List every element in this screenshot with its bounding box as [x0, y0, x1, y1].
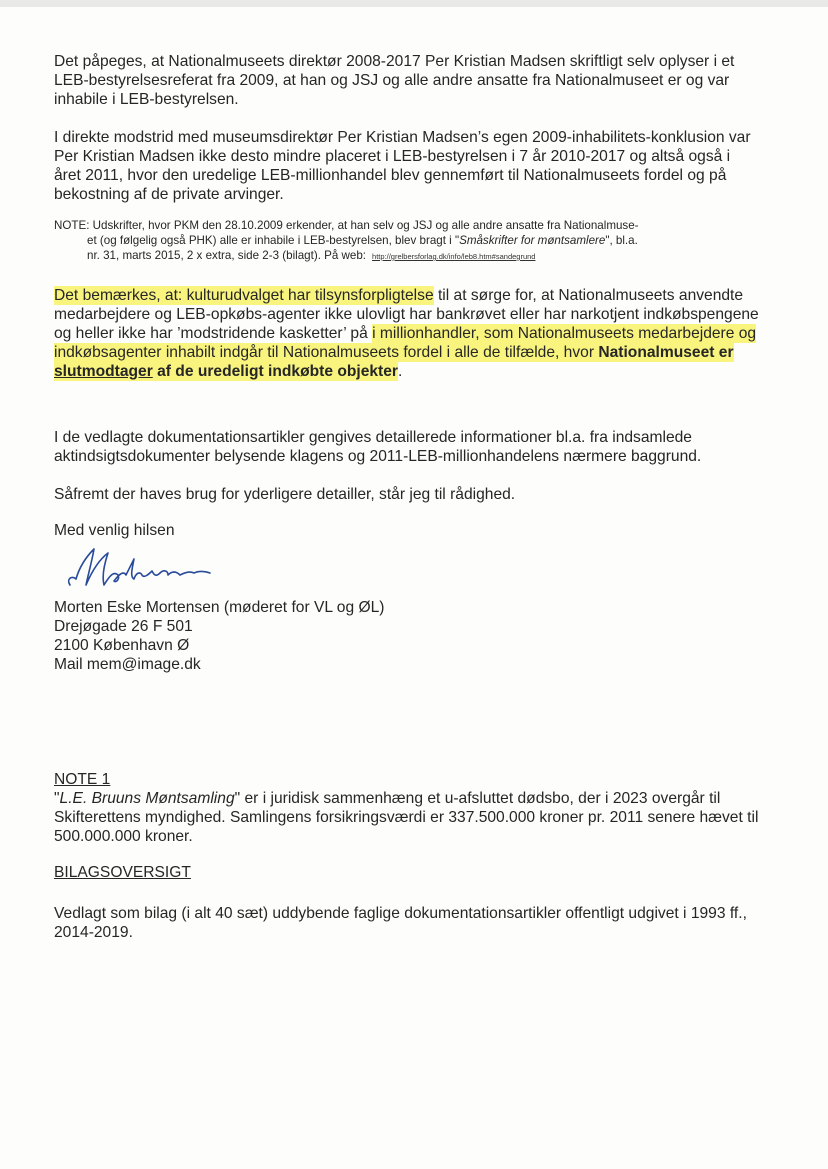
note-block: [54, 218, 766, 264]
closing-greeting: Med venlig hilsen: [54, 522, 175, 539]
note-line-3: [54, 248, 766, 264]
paragraph-raadighed: Såfremt der haves brug for yderligere detailler, står jeg til rådighed.: [54, 486, 516, 503]
note1-text: [54, 789, 766, 846]
note-url-link[interactable]: http://grelbersforlag.dk/info/leb8.htm#sandegrund: [372, 252, 536, 261]
signature: [64, 545, 214, 593]
paragraph-kulturudvalget-text: til at sørge for, at Nationalmuseets anvendte medarbejdere og LEB-opkøbs-agenter ikke ulovligt har bankrøvet eller har narkotjent indkøbspengene og heller ikke har ’modstridende kasketter’ på: [54, 287, 759, 342]
note-label: NOTE:: [54, 219, 90, 232]
underlined-slutmodtager: slutmodtager: [54, 363, 153, 380]
paragraph-end-period: .: [398, 363, 403, 380]
paragraph-kulturudvalget: [54, 286, 766, 381]
highlight-tilsynsforpligtelse: Det bemærkes, at: kulturudvalget har tilsynsforpligtelse: [54, 287, 434, 304]
note1-block: [54, 770, 766, 846]
note-line-2-end: ", bl.a.: [605, 234, 638, 247]
paragraph-modstrid: I direkte modstrid med museumsdirektør Per Kristian Madsen’s egen 2009-inhabilitets-konklusion var Per Kristian Madsen ikke desto mindre placeret i LEB-bestyrelsen i 7 år 2010-2017 og altså også i året 2011, hvor den uredelige LEB-millionhandel blev gennemført til Nationalmuseets fordel og på bekostning af de private arvinger.: [54, 129, 751, 203]
sender-name: Morten Eske Mortensen (møderet for VL og ØL): [54, 599, 385, 616]
highlight-millionhandler-text: i millionhandler, som Nationalmuseets medarbejdere og indkøbsagenter inhabilt indgår til Nationalmuseets fordel i alle de tilfælde, hvor: [54, 325, 757, 361]
bold-part-1: Nationalmuseet er: [598, 344, 734, 361]
note1-body: " er i juridisk sammenhæng et u-afsluttet dødsbo, der i 2023 overgår til Skifterettens myndighed. Samlingens forsikringsværdi er 337.500.000 kroner pr. 2011 senere hævet til 500.000.000 kroner.: [54, 790, 759, 845]
note-publication-title: Småskrifter for møntsamlere: [459, 234, 606, 247]
paragraph-inhabilitet: Det påpeges, at Nationalmuseets direktør 2008-2017 Per Kristian Madsen skriftligt selv oplyser i et LEB-bestyrelsesreferat fra 2009, at han og JSJ og alle andre ansatte fra Nationalmuseet er og var inhabile i LEB-bestyrelsen.: [54, 53, 735, 108]
note-line-3-text: nr. 31, marts 2015, 2 x extra, side 2-3 (bilagt). På web:: [87, 249, 367, 262]
sender-mail[interactable]: Mail mem@image.dk: [54, 656, 201, 673]
sender-street: Drejøgade 26 F 501: [54, 618, 193, 635]
note-line-1: Udskrifter, hvor PKM den 28.10.2009 erkender, at han selv og JSJ og alle andre ansatte fra Nationalmuse-: [92, 219, 639, 232]
sender-city: 2100 København Ø: [54, 637, 190, 654]
paragraph-dokumentation: I de vedlagte dokumentationsartikler gengives detaillerede informationer bl.a. fra indsamlede aktindsigtsdokumenter belysende klagens og 2011-LEB-millionhandelens nærmere baggrund.: [54, 429, 702, 465]
note-line-2: [54, 233, 766, 248]
bilag-text: Vedlagt som bilag (i alt 40 sæt) uddybende faglige dokumentationsartikler offentligt udgivet i 1993 ff., 2014-2019.: [54, 905, 747, 941]
scan-top-edge: [0, 0, 828, 7]
note1-collection-title: L.E. Bruuns Møntsamling: [59, 790, 235, 807]
signature-image: [64, 545, 214, 593]
note-line-2-start: et (og følgelig også PHK) alle er inhabile i LEB-bestyrelsen, blev bragt i ": [87, 234, 460, 247]
note1-quote-open: ": [54, 790, 60, 807]
sender-block: [54, 598, 754, 674]
bilag-heading: BILAGSOVERSIGT: [54, 864, 191, 881]
note1-heading: NOTE 1: [54, 771, 111, 788]
bold-part-3: af de uredeligt indkøbte objekter: [152, 363, 398, 380]
